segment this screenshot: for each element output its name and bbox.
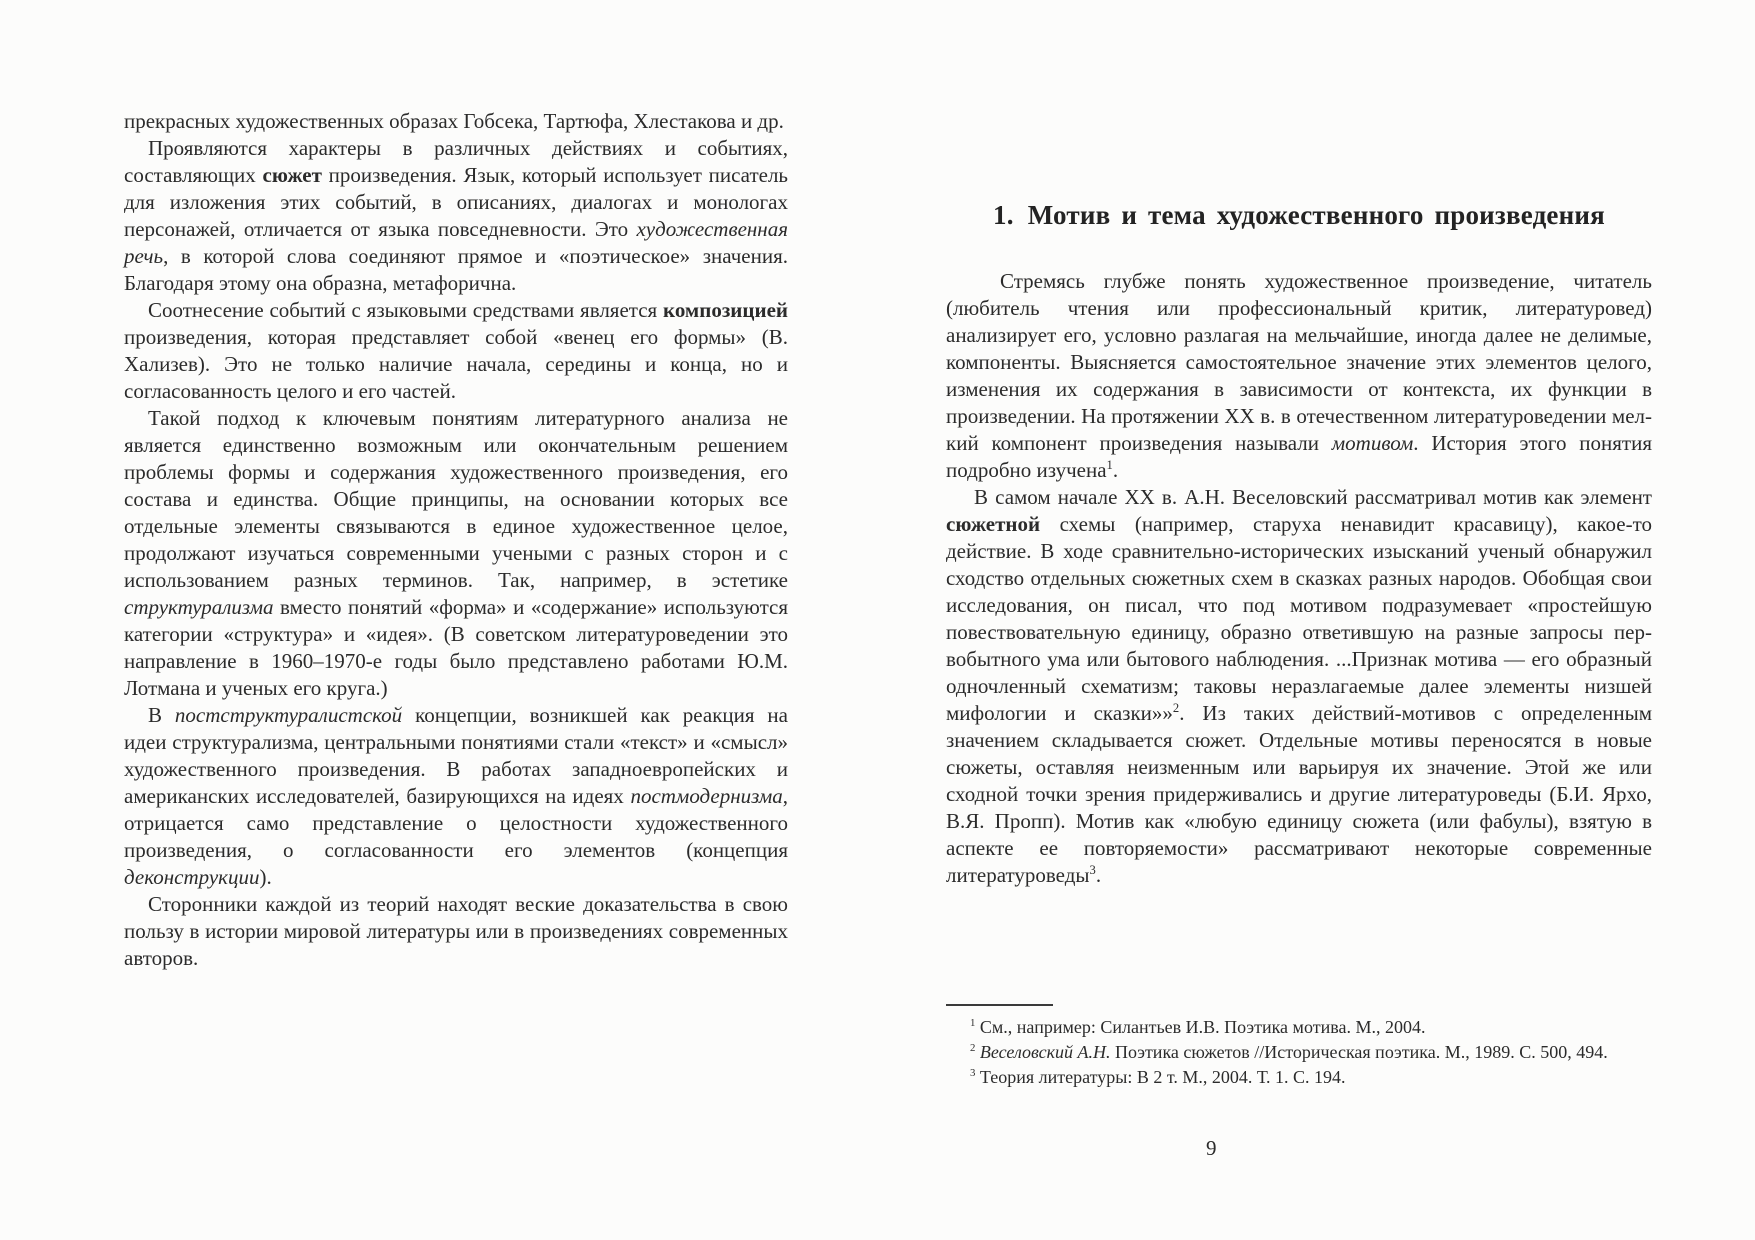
footnote-3 [946, 1065, 1652, 1090]
italic-term: деконструкции [124, 865, 260, 889]
left-page-text [124, 108, 788, 972]
bold-term: сюжет [262, 163, 322, 187]
chapter-number: 1. [993, 200, 1014, 230]
right-page-text [946, 268, 1652, 889]
text-run: произведения. Язык, который использует писатель для изложения этих событий, в описаниях, диалогах и монологах персонажей, отличается от языка повседневности. Это [124, 163, 789, 241]
paragraph-storonniki [124, 891, 788, 972]
text-run: , в которой слова соединяют прямое и «поэтическое» значения. Благодаря этому она образна, метафорична. [124, 244, 788, 295]
paragraph-kompozitsiya [124, 297, 788, 405]
footnote-ref-3: 3 [1089, 863, 1096, 877]
text-run: вместо понятий «форма» и «содержание» используются категории «структура» и «идея». (В советском литературоведении это направление в 1960–1970-е годы было представлено работами Ю.М. Лотмана и ученых его круга.) [124, 595, 788, 700]
italic-term: постструктуралистской [174, 703, 403, 727]
bold-term: сюжетной [946, 512, 1041, 536]
text-run: Сторонники каждой из теорий находят веские доказательства в свою пользу в истории мировой литературы или в произведениях современных авторов. [124, 892, 788, 970]
footnotes-block [946, 1004, 1652, 1090]
text-run: Поэтика сюжетов //Историческая поэтика. М., 1989. С. 500, 494. [1110, 1042, 1608, 1062]
text-run: , отрицается само представление о целостности художественного произведения, о согласованности его элементов (концепция [124, 784, 788, 862]
paragraph-poststrukturalizm [124, 702, 788, 891]
text-run: произведения, которая представляет собой «венец его формы» (В. Хализев). Это не только наличие начала, середины и конца, но и согласованность целого и его частей. [124, 325, 788, 403]
italic-term: постмодернизма [630, 784, 783, 808]
text-run: В [148, 703, 175, 727]
footnote-2 [946, 1040, 1652, 1065]
text-run: Проявляются характеры в различных действиях и событиях, составляющих [124, 136, 788, 187]
text-run: прекрасных художественных образах Гобсека, Тартюфа, Хлестакова и др. [124, 109, 784, 133]
paragraph-motiv-intro [946, 268, 1652, 484]
text-run: В самом начале XX в. А.Н. Веселовский рассматривал мотив как элемент [974, 485, 1652, 509]
text-run: . История этого понятия подробно изучена [946, 431, 1653, 482]
footnote-separator [946, 1004, 1053, 1006]
footnote-1 [946, 1015, 1652, 1040]
text-run: . [1095, 863, 1102, 887]
footnote-marker-2: 2 [970, 1042, 976, 1054]
text-run: Теория литературы: В 2 т. М., 2004. Т. 1. С. 194. [975, 1067, 1346, 1087]
paragraph-syuzhet [124, 135, 788, 297]
text-run: Соотнесение событий с языковыми средствами является [148, 298, 663, 322]
text-run: Такой подход к ключевым понятиям литературного анализа не является единственно возможным или окончательным решением проблемы формы и содержания художественного произведения, его состава и единства. Общие принципы, на основании которых все отдельные элементы связываются в единое художественное целое, продолжают изучаться современными учеными с разных сторон и с использованием разных терминов. Так, например, в эстетике [124, 406, 788, 592]
text-run: Стремясь глубже понять художественное произведение, читатель (любитель чтения или профессиональный критик, литературовед) анализирует его, условно разлагая на мельчайшие, иногда далее не делимые, компоненты. Выясняется самостоятельное значение этих элементов целого, изменения их содержания в зависимости от контекста, их функции в произведении. На протяжении XX в. в отечественном литературоведении мелкий компонент произведения называли [946, 269, 1652, 455]
paragraph-continuation [124, 108, 788, 135]
italic-term: художественная речь [124, 217, 788, 268]
footnote-ref-2: 2 [1172, 701, 1180, 715]
italic-term: структурализма [124, 595, 274, 619]
chapter-title: Мотив и тема художественного произведения [1027, 200, 1605, 230]
chapter-heading [946, 200, 1652, 231]
paragraph-veselovsky [946, 484, 1652, 889]
italic-author: Веселовский А.Н. [979, 1042, 1111, 1062]
footnote-marker-3: 3 [970, 1067, 976, 1079]
paragraph-strukturalizm [124, 405, 788, 702]
text-run: См., например: Силантьев И.В. Поэтика мотива. М., 2004. [975, 1017, 1426, 1037]
text-run: концепции, возникшей как реакция на идеи структурализма, центральными понятиями стали «текст» и «смысл» художественного произведения. В работах западноевропейских и американских исследователей, базирующихся на идеях [124, 703, 788, 808]
text-run: ). [259, 865, 272, 889]
text-run: схемы (например, старуха ненавидит красавицу), какое-то действие. В ходе сравнительно-исторических изысканий ученый обнаружил сходство отдельных сюжетных схем в сказках разных народов. Обобщая свои исследования, он писал, что под мотивом подразумевает «простейшую повествовательную единицу, образно ответившую на разные запросы первобытного ума или бытового наблюдения. ...Признак мотива — его образный одночленный схематизм; таковы неразлагаемые далее элементы низшей мифологии и сказки»» [946, 512, 1652, 725]
bold-term: композицией [663, 298, 788, 322]
footnote-marker-1: 1 [970, 1017, 976, 1029]
footnote-ref-1: 1 [1106, 458, 1113, 472]
text-run: . Из таких действий-мотивов с определенным значением складывается сюжет. Отдельные мотивы переносятся в новые сюжеты, оставляя неизменным или варьируя их значение. Этой же или сходной точки зрения придерживались и другие литературоведы (Б.И. Ярхо, В.Я. Пропп). Мотив как «любую единицу сюжета (или фабулы), взятую в аспекте ее повторяемости» рассматривают некоторые современные литературоведы [946, 701, 1652, 887]
text-run: . [1112, 458, 1119, 482]
page-number: 9 [1206, 1136, 1217, 1160]
italic-term: мотивом [1331, 431, 1414, 455]
